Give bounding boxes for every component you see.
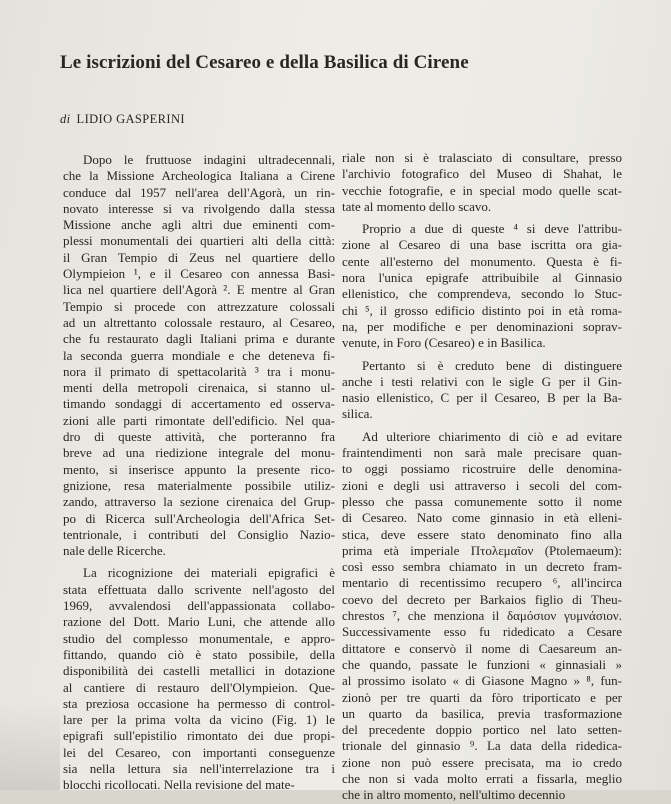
- text-line: fittando, quando ciò è stato possibile, della: [63, 646, 335, 662]
- text-line: che non si vada molto errati a fissarla, meglio: [342, 770, 622, 786]
- left-column: [63, 152, 335, 794]
- text-line: ellenistico, che comprendeva, secondo lo Stuc-: [342, 286, 622, 302]
- text-line: un quarto da basilica, previa trasformazione: [342, 705, 622, 721]
- text-line: breve ad una riedizione integrale del monu-: [63, 445, 335, 461]
- text-line: Olympieion ¹, e il Cesareo con annessa Basi-: [63, 266, 335, 282]
- text-line: menti della metropoli cirenaica, si stanno ul-: [63, 380, 335, 396]
- text-line: 1969, avvalendosi dell'appassionata collabo-: [63, 598, 335, 614]
- text-line: chrestos ⁷, che menziona il δαμόσιον γυμνάσιον.: [342, 608, 622, 624]
- author-name: LIDIO GASPERINI: [76, 112, 185, 126]
- text-line: stata effettuata dallo scrivente nell'agosto del: [63, 581, 335, 597]
- right-column: [342, 150, 622, 804]
- text-line: disponibilità dei castelli metallici in dotazione: [63, 663, 335, 679]
- text-line: blocchi ricollocati. Nella revisione del mate-: [63, 777, 295, 793]
- text-line: la seconda guerra mondiale e che deteneva fi-: [63, 347, 335, 363]
- text-line: lare per la prima volta da vicino (Fig. 1) le: [63, 712, 335, 728]
- text-line: che fu restaurato dagli Italiani prima e durante: [63, 331, 335, 347]
- text-line: stica, deve essere stato denominato fino alla: [342, 526, 622, 542]
- text-line: zione non può essere precisata, ma io credo: [342, 754, 622, 770]
- text-line: venute, in Foro (Cesareo) e in Basilica.: [342, 335, 546, 351]
- article-title: Le iscrizioni del Cesareo e della Basilica di Cirene: [60, 52, 469, 73]
- text-line: al cantiere di restauro dell'Olympieion. Que-: [63, 679, 335, 695]
- text-line: conduce dal 1957 nell'area dell'Agorà, un rin-: [63, 184, 335, 200]
- text-line: zioni e degli usi attraverso i secoli del com-: [342, 477, 622, 493]
- text-line: nasio ellenistico, C per il Cesareo, B per la Ba-: [342, 390, 622, 406]
- text-line: Tempio si procede con attrezzature colossali: [63, 298, 335, 314]
- text-line: silica.: [342, 406, 373, 422]
- text-line: tentrionale, i contributi del Consiglio Nazio-: [63, 526, 335, 542]
- text-line: che la Missione Archeologica Italiana a Cirene: [63, 168, 335, 184]
- text-line: Dopo le fruttuose indagini ultradecennali,: [83, 152, 335, 167]
- text-line: prima età imperiale Πτολεμαῖον (Ptolemaeum):: [342, 542, 622, 558]
- text-line: to oggi possiamo ricostruire delle denomina-: [342, 461, 622, 477]
- text-line: sia nella lettura sia nell'interrelazione tra i: [63, 760, 335, 776]
- text-line: il Gran Tempio di Zeus nel quartiere dello: [63, 249, 335, 265]
- text-line: novato interesse si va rivolgendo dalla stessa: [63, 200, 335, 216]
- text-line: Pertanto si è creduto bene di distinguere: [362, 357, 622, 373]
- text-line: gnizione, resa materialmente possibile utiliz-: [63, 477, 335, 493]
- text-line: lei del Cesareo, con importanti conseguenze: [63, 744, 335, 760]
- text-line: studio del complesso monumentale, e appro-: [63, 630, 335, 646]
- text-line: nale delle Ricerche.: [63, 543, 166, 559]
- text-line: al prossimo isolato « di Giasone Magno » ⁸, fun-: [342, 673, 622, 689]
- text-line: plesso che passa comunemente sotto il nome: [342, 493, 622, 509]
- text-line: fraintendimenti non sarà male precisare quan-: [342, 445, 622, 461]
- text-line: così esso sembra chiamato in un decreto fram-: [342, 559, 622, 575]
- text-line: che quando, passate le funzioni « ginnasiali »: [342, 656, 622, 672]
- text-line: tate al momento dello scavo.: [342, 198, 492, 214]
- text-line: trionale del ginnasio ⁹. La data della ridedica-: [342, 738, 622, 754]
- page-shadow: [0, 700, 60, 790]
- text-line: nora il primato di spettacolarità ³ tra i monu-: [63, 363, 335, 379]
- text-line: Successivamente esso fu ridedicato a Cesare: [342, 624, 622, 640]
- text-line: Ad ulteriore chiarimento di ciò e ad evitare: [362, 428, 622, 444]
- text-line: zando, attraverso la sezione cirenaica del Grup-: [63, 494, 335, 510]
- text-line: vecchie fotografie, e in special modo quelle scat-: [342, 182, 622, 198]
- text-line: La ricognizione dei materiali epigrafici è: [83, 565, 335, 581]
- text-line: timando sondaggi di accertamento ed osserva-: [63, 396, 335, 412]
- text-line: cente all'esterno del monumento. Questa è fi-: [342, 253, 622, 269]
- text-line: mentario di recentissimo recupero ⁶, all'incirca: [342, 575, 622, 591]
- text-line: sta preziosa occasione ha permesso di control-: [63, 695, 335, 711]
- text-line: razione del Dott. Mario Luni, che attende allo: [63, 614, 335, 630]
- text-line: epigrafi sull'epistilio rimontato dei due propi-: [63, 728, 335, 744]
- text-line: che in altro momento, nell'ultimo decennio: [342, 787, 566, 803]
- text-line: zioni alle parti rimontate dell'edificio. Nel qua-: [63, 412, 335, 428]
- text-line: zionò per tre quarti da fòro triporticato e per: [342, 689, 622, 705]
- text-line: lica nel quartiere dell'Agorà ². E mentre al Gran: [63, 282, 335, 298]
- text-line: mento, si inserisce appunto la presente rico-: [63, 461, 335, 477]
- text-line: Proprio a due di queste ⁴ si deve l'attribu-: [362, 221, 622, 237]
- text-line: dro di queste attività, che porteranno fra: [63, 429, 335, 445]
- text-line: l'archivio fotografico del Museo di Shahat, le: [342, 166, 622, 182]
- text-line: nora l'unica epigrafe attribuibile al Ginnasio: [342, 270, 622, 286]
- article-author: [60, 112, 460, 127]
- text-line: po di Ricerca sull'Archeologia dell'Africa Set-: [63, 510, 335, 526]
- text-line: ad un altrettanto colossale restauro, al Cesareo,: [63, 314, 335, 330]
- text-line: Missione anche agli altri due eminenti com-: [63, 217, 335, 233]
- text-line: zione al Cesareo di una base iscritta ora gia-: [342, 237, 622, 253]
- text-line: del precedente doppio portico nel lato setten-: [342, 722, 622, 738]
- text-line: coevo del decreto per Barkaios figlio di Theu-: [342, 591, 622, 607]
- text-line: dittatore e conservò il nome di Caesareum an-: [342, 640, 622, 656]
- text-line: anche i testi relativi con le sigle G per il Gin-: [342, 373, 622, 389]
- text-line: di Cesareo. Nato come ginnasio in età elleni-: [342, 510, 622, 526]
- text-line: na, per modifiche e per denominazioni soprav-: [342, 318, 622, 334]
- text-line: chi ⁵, il grosso edificio distinto poi in età roma-: [342, 302, 622, 318]
- text-line: riale non si è tralasciato di consultare, presso: [342, 150, 622, 165]
- author-prefix: di: [60, 112, 71, 126]
- text-line: plessi monumentali dei quartieri alti della città:: [63, 233, 335, 249]
